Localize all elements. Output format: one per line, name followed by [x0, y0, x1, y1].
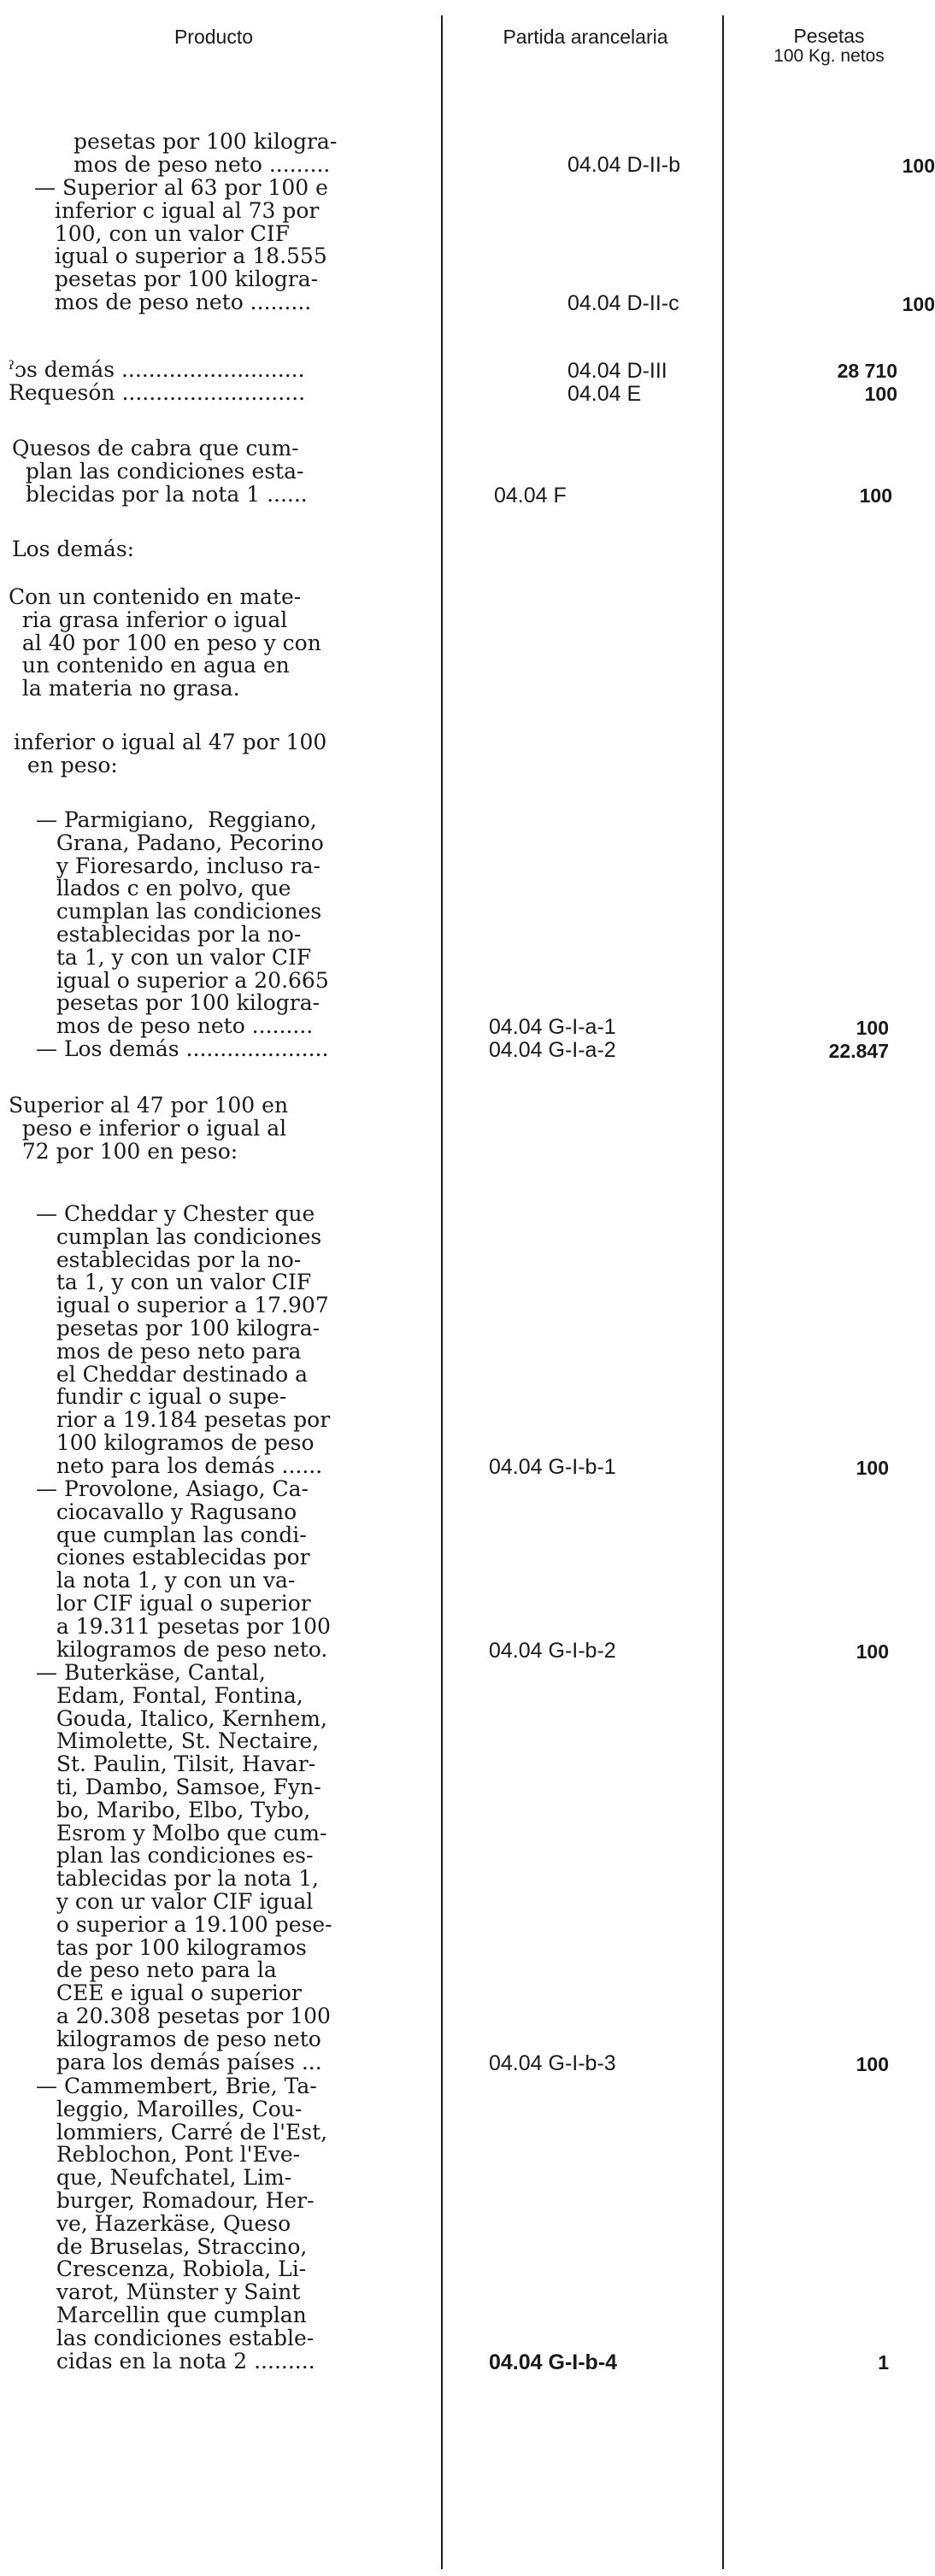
tariff-code: 04.04 G-I-b-4 [489, 2350, 618, 2374]
duty-value: 100 [856, 1640, 889, 1663]
entry-description: pesetas por 100 kilogra- mos de peso neto ......... [74, 129, 338, 177]
duty-value: 100 [864, 383, 897, 405]
tariff-code: 04.04 E [567, 382, 642, 406]
duty-value: 1 [878, 2351, 889, 2374]
entry-description: Con un contenido en mate- ria grasa inferior o igual al 40 por 100 en peso y con un contenido en agua en la materia no grasa. [9, 584, 321, 701]
tariff-code: 04.04 G-I-b-3 [489, 2051, 616, 2075]
section-label [12, 538, 134, 561]
tariff-entry [9, 380, 897, 406]
section-label [9, 1094, 288, 1163]
duty-value: 100 [856, 1017, 889, 1039]
entry-description: — Los demás ..................... [36, 1036, 329, 1061]
header-pesetas-line1: Pesetas [793, 25, 865, 47]
tariff-code: 04.04 D-III [567, 359, 667, 383]
entry-description: — Parmigiano, Reggiano, Grana, Padano, Pecorino y Fioresardo, incluso ra- llados c en polvo, que cumplan las condiciones establecidas por la no- ta 1, y con un valor CIF igual o superior a 20.665 pesetas por 100 kilogra- mos de peso neto ......... [36, 807, 329, 1039]
tariff-code: 04.04 D-II-b [567, 153, 681, 177]
header-pesetas [726, 26, 932, 67]
header-producto: Producto [173, 26, 254, 48]
tariff-entry [36, 1201, 889, 1479]
entry-description: — Cheddar y Chester que cumplan las condiciones establecidas por la no- ta 1, y con un valor CIF igual o superior a 17.907 pesetas por 100 kilogra- mos de peso neto para el Cheddar destinado a fundir c igual o supe- rior a 19.184 pesetas por 100 kilogramos de peso neto para los demás ...... [36, 1201, 331, 1478]
duty-value: 100 [856, 2053, 889, 2075]
entry-description: inferior o igual al 47 por 100 en peso: [14, 730, 327, 777]
duty-value: 100 [902, 155, 935, 177]
tariff-entry [36, 2074, 889, 2374]
tariff-code: 04.04 G-I-b-1 [489, 1455, 616, 1479]
header-pesetas-line2: 100 Kg. netos [773, 46, 885, 66]
tariff-entry [36, 807, 889, 1039]
column-divider-1 [441, 15, 443, 2569]
entry-description: — Buterkäse, Cantal, Edam, Fontal, Fontina, Gouda, Italico, Kernhem, Mimolette, St. Nectaire, St. Paulin, Tilsit, Havar- ti, Dambo, Samsoe, Fyn- bo, Maribo, Elbo, Tybo, Esrom y Molbo que cum- plan las condiciones es- tablecidas por la nota 1, y con ur valor CIF igual o superior a 19.100 pese- tas por 100 kilogramos de peso neto para la CEE e igual o superior a 20.308 pesetas por 100 kilogramos de peso neto para los demás países ... [36, 1660, 332, 2074]
column-divider-2 [722, 15, 724, 2569]
entry-description: Los demás: [12, 537, 135, 561]
tariff-entry [36, 1036, 889, 1062]
entry-description: Requesón ........................... [9, 380, 306, 405]
duty-value: 100 [856, 1457, 889, 1479]
tariff-code: 04.04 G-I-a-2 [489, 1038, 616, 1062]
tariff-entry [36, 1660, 889, 2075]
tariff-code: 04.04 G-I-a-1 [489, 1015, 616, 1039]
header-partida: Partida arancelaria [503, 26, 668, 48]
tariff-code: 04.04 G-I-b-2 [489, 1639, 616, 1663]
section-label [9, 586, 321, 701]
entry-description: — Cammembert, Brie, Ta- leggio, Maroilles, Cou- lommiers, Carré de l'Est, Reblochon, Pont l'Eve- que, Neufchatel, Lim- burger, Romadour, Her- ve, Hazerkäse, Queso de Bruselas, Straccino, Crescenza, Robiola, Li- varot, Münster y Saint Marcellin que cumplan las condiciones estable- cidas en la nota 2 ......... [36, 2074, 328, 2374]
tariff-entry [12, 436, 892, 508]
entry-description: Quesos de cabra que cum- plan las condiciones esta- blecidas por la nota 1 ...... [12, 436, 308, 507]
entry-description: — Provolone, Asiago, Ca- ciocavallo y Ragusano que cumplan las condi- ciones establecidas por la nota 1, y con un va- lor CIF igual o superior a 19.311 pesetas por 100 kilogramos de peso neto. [36, 1476, 331, 1662]
tariff-code: 04.04 D-II-c [567, 291, 679, 315]
tariff-entry [34, 175, 935, 315]
tariff-entry [36, 1476, 889, 1663]
duty-value: 100 [859, 484, 892, 507]
tariff-entry [9, 357, 897, 383]
duty-value: 22.847 [828, 1040, 889, 1062]
tariff-code: 04.04 F [494, 484, 567, 508]
section-label [14, 731, 326, 777]
entry-description: ˀɔs demás ........................... [9, 357, 305, 382]
duty-value: 28 710 [837, 360, 897, 382]
entry-description: Superior al 47 por 100 en peso e inferior o igual al 72 por 100 en peso: [9, 1093, 289, 1164]
duty-value: 100 [902, 293, 935, 315]
tariff-entry [74, 129, 935, 177]
entry-description: — Superior al 63 por 100 e inferior c igual al 73 por 100, con un valor CIF igual o superior a 18.555 pesetas por 100 kilogra- mos de peso neto ......... [34, 175, 328, 314]
